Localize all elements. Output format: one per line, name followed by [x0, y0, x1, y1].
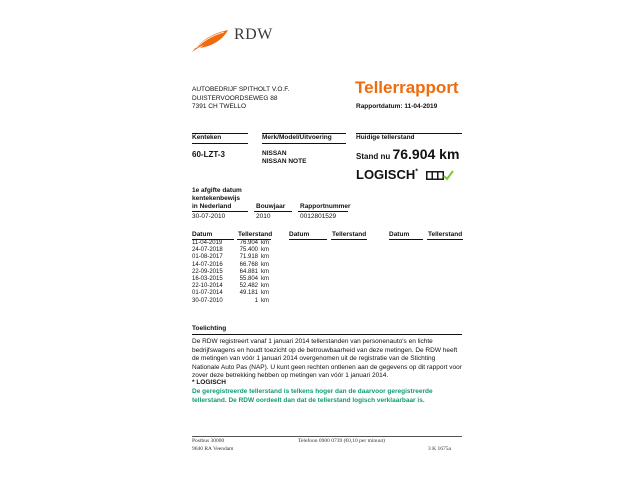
divider [427, 239, 463, 240]
bouwjaar-label: Bouwjaar [256, 203, 286, 210]
logisch-explanation: De geregistreerde tellerstand is telkens hoger dan de daarvoor geregistreerde tellerstand. De RDW oordeelt dan dat de tellerstand logisch verklaarbaar is. [192, 388, 433, 404]
history-unit: km [261, 268, 269, 275]
footer-postbus: Postbus 30000 [192, 438, 225, 444]
page-title: Tellerrapport [355, 78, 459, 97]
logisch-footnote-label: * LOGISCH [192, 379, 226, 386]
toelichting-heading: Toelichting [192, 325, 227, 332]
table-row [192, 262, 282, 269]
history-date: 22-10-2014 [192, 283, 223, 290]
divider [192, 143, 248, 144]
afgifte-value: 30-07-2010 [192, 213, 226, 220]
history-date: 30-07-2010 [192, 297, 223, 304]
rapport-label: Rapportnummer [300, 203, 351, 210]
history-col-teller: Tellerstand [238, 231, 273, 238]
history-unit: km [261, 261, 269, 268]
rapport-value: 0012801529 [300, 213, 337, 220]
divider [289, 239, 327, 240]
stand-label: Huidige tellerstand [356, 134, 415, 141]
logisch-mark: * [415, 168, 418, 176]
history-value: 66.768 [239, 261, 258, 268]
table-row [192, 290, 282, 297]
divider [298, 211, 348, 212]
history-value: 52.482 [239, 283, 258, 290]
history-date: 01-08-2017 [192, 254, 223, 261]
history-date: 22-09-2015 [192, 268, 223, 275]
table-row [192, 283, 282, 290]
logisch-verdict [356, 167, 418, 182]
afgifte-label: 1e afgifte datum kentekenbewijs in Nederland [192, 187, 242, 210]
divider [192, 211, 248, 212]
logisch-text: LOGISCH [356, 167, 416, 182]
history-date: 01-07-2014 [192, 290, 223, 297]
rdw-logo [190, 22, 280, 58]
history-unit: km [261, 247, 269, 254]
history-col-datum: Datum [192, 231, 213, 238]
kenteken-label: Kenteken [192, 134, 222, 141]
divider [331, 239, 367, 240]
current-odometer [356, 146, 459, 162]
footer-telefoon: Telefoon 0900 0739 (€0,10 per minuut) [298, 438, 385, 444]
table-row [192, 240, 282, 247]
history-col-teller-3: Tellerstand [428, 231, 463, 238]
divider [192, 334, 462, 335]
table-row [192, 254, 282, 261]
history-unit: km [261, 276, 269, 283]
brand-name: RDW [234, 26, 273, 43]
model-value: NISSAN NOTE [262, 158, 307, 165]
history-date: 11-04-2019 [192, 240, 223, 246]
history-value: 49.181 [239, 290, 258, 297]
history-value: 75.400 [239, 247, 258, 254]
history-value: 71.918 [239, 254, 258, 261]
merk-label: Merk/Model/Uitvoering [262, 134, 332, 141]
toelichting-body: De RDW registreert vanaf 1 januari 2014 tellerstanden van personenauto's en lichte bedrijfswagens en houdt toezicht op de betrouwbaarheid van deze metingen. De RDW heeft de metingen van vóór 1 januari 2014 overgenomen uit de registratie van de Stichting Nationale Auto Pas (NAP). U kunt geen rechten ontlenen aan de gegevens op dit rapport voor zover deze betrekking hebben op metingen van vóór 1 januari 2014. [192, 338, 462, 380]
table-row [192, 276, 282, 283]
history-value: 64.881 [239, 268, 258, 275]
history-unit: km [261, 283, 269, 290]
history-unit: km [261, 254, 269, 261]
history-date: 14-07-2016 [192, 261, 223, 268]
history-table [192, 240, 282, 305]
divider [254, 211, 292, 212]
history-col-datum-3: Datum [389, 231, 410, 238]
table-row [192, 298, 282, 305]
rdw-feather-icon [190, 28, 230, 54]
footer-code: 3 K 1675a [428, 446, 451, 452]
history-unit: km [261, 290, 269, 297]
merk-value: NISSAN [262, 150, 287, 157]
divider [262, 143, 346, 144]
nap-logo [426, 168, 454, 179]
nap-check-icon [426, 170, 454, 181]
footer-city: 9640 RA Veendam [192, 446, 234, 452]
history-col-datum-2: Datum [289, 231, 310, 238]
footer-divider [192, 436, 462, 437]
table-row [192, 269, 282, 276]
history-value: 55.804 [239, 276, 258, 283]
sender-line-1: AUTOBEDRIJF SPITHOLT V.O.F. [192, 86, 290, 93]
stand-value: 76.904 km [392, 146, 460, 162]
bouwjaar-value: 2010 [256, 213, 271, 220]
sender-line-2: DUISTERVOORDSEWEG 88 [192, 94, 278, 102]
sender-line-3: 7391 CH TWELLO [192, 103, 247, 110]
history-date: 16-03-2015 [192, 276, 223, 283]
history-date: 24-07-2018 [192, 247, 223, 254]
history-value: 76.904 [239, 240, 258, 246]
kenteken-value: 60-LZT-3 [192, 150, 225, 159]
table-row [192, 247, 282, 254]
sender-address [192, 86, 289, 112]
divider [389, 239, 423, 240]
stand-prefix: Stand nu [356, 152, 391, 161]
report-date: Rapportdatum: 11-04-2019 [356, 103, 438, 110]
history-value: 1 [254, 297, 258, 304]
history-col-teller-2: Tellerstand [332, 231, 367, 238]
history-unit: km [261, 240, 269, 246]
history-unit: km [261, 297, 269, 304]
